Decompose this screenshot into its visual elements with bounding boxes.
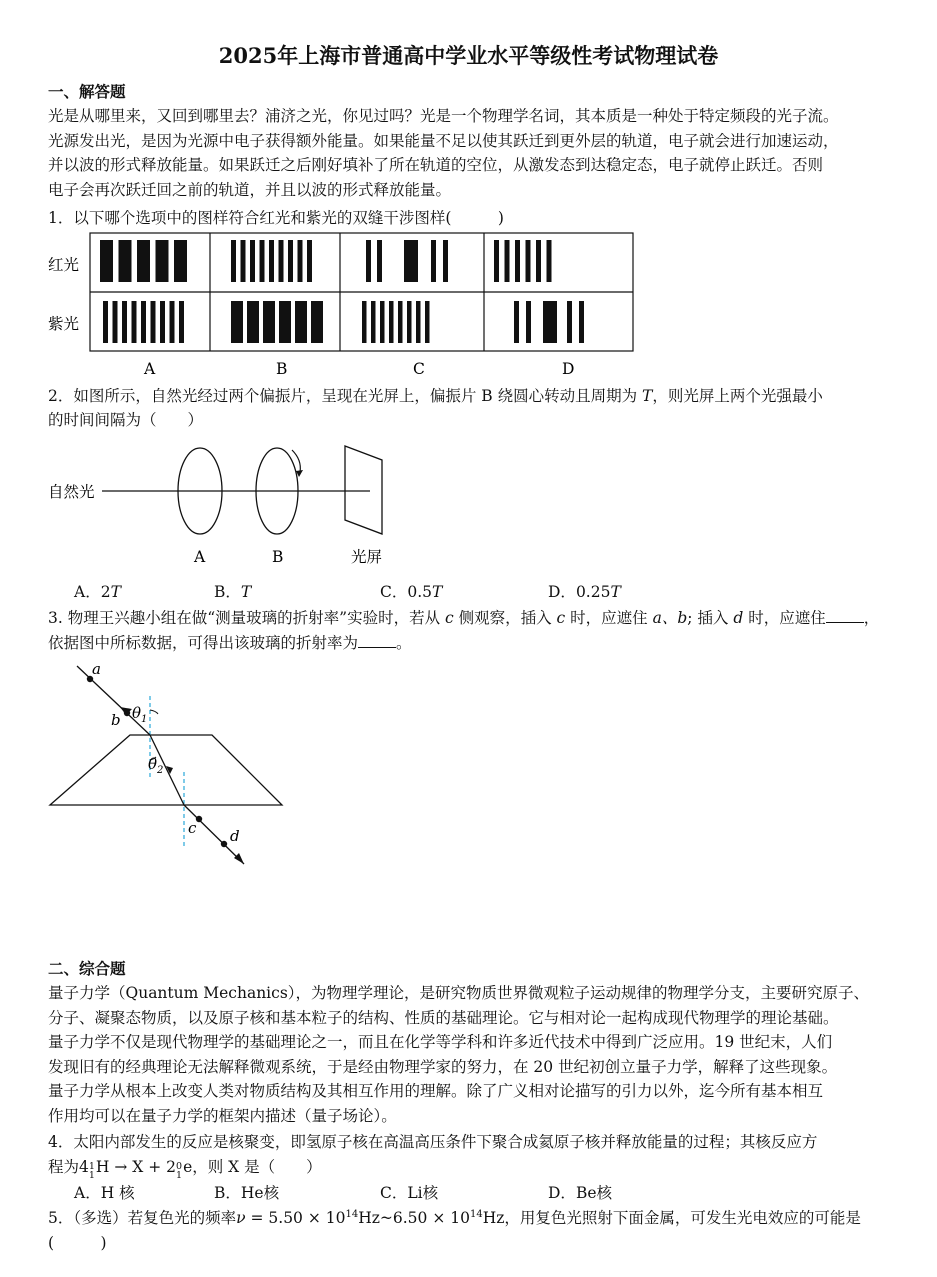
q2-polarizer-figure: [40, 438, 420, 570]
q3-glass-refraction-figure: [40, 658, 300, 873]
q5-text-line1: 5．（多选）若复色光的频率$\nu = 5.50 \times 10^{14}Hz\sim 6.50 \times 10^{14}Hz$，用复色光照射下面金属，可发生光电效应的可能是: [48, 1208, 861, 1227]
fringe-bar: [404, 240, 418, 282]
col-label-c: C: [413, 360, 425, 378]
fringe-bar: [269, 240, 274, 282]
fringe-bar: [122, 301, 127, 343]
svg-text:d: d: [230, 827, 240, 845]
fringe-bar: [543, 301, 557, 343]
svg-text:θ1: $\theta_1$: [132, 704, 148, 725]
page-title: 2025年上海市普通高中学业水平等级性考试物理试卷: [218, 43, 719, 68]
q4-text-line2: 程为41 1H → X + 20 1e，则 X 是（ ）: [48, 1158, 322, 1181]
fringe-bar: [567, 301, 572, 343]
fringe-bar: [298, 240, 303, 282]
pin-d: [221, 841, 227, 847]
fringe-bar: [371, 301, 376, 343]
section1-intro: [48, 104, 890, 202]
label-a: A: [194, 548, 206, 566]
fringe-bar: [547, 240, 552, 282]
fringe-bar: [526, 301, 531, 343]
fringe-bar: [250, 240, 255, 282]
answer-blank-1[interactable]: [826, 608, 864, 623]
fringe-bar: [260, 240, 265, 282]
section2-intro: [48, 981, 890, 1128]
fringe-bar: [526, 240, 531, 282]
fringe-bar: [425, 301, 430, 343]
q2-option-a[interactable]: A．2T: [74, 583, 121, 601]
fringe-bar: [579, 301, 584, 343]
pin-c: [196, 816, 202, 822]
fringe-bar: [132, 301, 137, 343]
intro-line: 量子力学（Quantum Mechanics），为物理学理论，是研究物质世界微观粒子运动规律的物理学分支，主要研究原子、: [48, 984, 870, 1002]
fringe-bar: [174, 240, 187, 282]
fringe-bar: [247, 301, 259, 343]
q2-option-c[interactable]: C．0.5T: [380, 583, 443, 601]
col-label-d: D: [562, 360, 575, 378]
fringe-bar: [231, 240, 236, 282]
q4-option-b[interactable]: B．He核: [214, 1184, 280, 1202]
row-label-violet: 紫光: [48, 315, 80, 333]
q2-text-line2: 的时间间隔为（ ）: [48, 411, 204, 429]
svg-text:a: a: [92, 660, 101, 678]
fringe-bar: [431, 240, 436, 282]
fringe-bar: [241, 240, 246, 282]
fringe-bar: [279, 240, 284, 282]
fringe-bar: [141, 301, 146, 343]
svg-text:b: b: [111, 711, 121, 729]
rotation-arrow-icon: [292, 450, 300, 472]
section2-heading: 二、综合题: [48, 959, 126, 978]
pin-b: [124, 710, 130, 716]
fringe-bar: [160, 301, 165, 343]
natural-light-label: 自然光: [48, 483, 95, 501]
fringe-bar: [515, 240, 520, 282]
fringe-bar: [307, 240, 312, 282]
fringe-bar: [151, 301, 156, 343]
fringe-bar: [263, 301, 275, 343]
intro-line: 发现旧有的经典理论无法解释微观系统，于是经由物理学家的努力，在 20 世纪初创立量子力学，解释了这些现象。: [48, 1057, 838, 1076]
q2-option-d[interactable]: D．0.25T: [548, 583, 621, 601]
fringe-bar: [362, 301, 367, 343]
glass-block: [50, 735, 282, 805]
fringe-bar: [389, 301, 394, 343]
fringe-bar: [137, 240, 150, 282]
fringe-bar: [416, 301, 421, 343]
q5-text-line2: ( ): [48, 1234, 107, 1252]
fringe-bar: [398, 301, 403, 343]
fringe-bar: [514, 301, 519, 343]
label-screen: 光屏: [351, 548, 383, 566]
intro-line: 光是从哪里来，又回到哪里去？浦济之光，你见过吗？光是一个物理学名词，其本质是一种处于特定频段的光子流。: [48, 107, 839, 125]
fringe-bar: [170, 301, 175, 343]
light-screen: [345, 446, 382, 534]
fringe-bar: [113, 301, 118, 343]
fringe-bar: [494, 240, 499, 282]
fringe-bar: [505, 240, 510, 282]
fringe-bar: [103, 301, 108, 343]
intro-line: 作用均可以在量子力学的框架内描述（量子场论）。: [48, 1106, 397, 1125]
intro-line: 并以波的形式释放能量。如果跃迁之后刚好填补了所在轨道的空位，从激发态到达稳定态，电子就停止跃迁。否则: [48, 156, 824, 174]
svg-text:θ2: $\theta_2$: [148, 755, 164, 776]
q4-option-a[interactable]: A．H 核: [74, 1184, 135, 1202]
fringe-bar: [156, 240, 169, 282]
intro-line: 量子力学从根本上改变人类对物质结构及其相互作用的理解。除了广义相对论描写的引力以外，迄今所有基本相互: [48, 1082, 824, 1100]
fringe-bar: [295, 301, 307, 343]
fringe-bar: [279, 301, 291, 343]
intro-line: 分子、凝聚态物质，以及原子核和基本粒子的结构、性质的基础理论。它与相对论一起构成现代物理学的理论基础。: [48, 1008, 839, 1027]
q3-text-line2: 依据图中所标数据，可得出该玻璃的折射率为 。: [48, 634, 412, 652]
section1-heading: 一、解答题: [48, 82, 126, 101]
fringe-bar: [288, 240, 293, 282]
col-label-a: A: [144, 360, 156, 378]
q2-option-b[interactable]: B．T: [214, 583, 252, 601]
fringe-bar: [407, 301, 412, 343]
svg-text:c: c: [188, 819, 197, 837]
q1-text: 1．以下哪个选项中的图样符合红光和紫光的双缝干涉图样( ): [48, 209, 504, 227]
fringe-bar: [231, 301, 243, 343]
q2-text-line1: 2．如图所示，自然光经过两个偏振片，呈现在光屏上，偏振片 B 绕圆心转动且周期为 T，则光屏上两个光强最小: [48, 387, 823, 405]
q4-option-c[interactable]: C．Li核: [380, 1184, 439, 1202]
intro-line: 电子会再次跃迁回之前的轨道，并且以波的形式释放能量。: [48, 180, 452, 199]
col-label-b: B: [276, 360, 288, 378]
fringe-bar: [377, 240, 382, 282]
q1-pattern-figure: [40, 228, 650, 380]
fringe-bar: [119, 240, 132, 282]
fringe-bar: [311, 301, 323, 343]
fringe-bar: [443, 240, 448, 282]
row-label-red: 红光: [48, 256, 80, 274]
q3-text-line1: 3. 物理王兴趣小组在做“测量玻璃的折射率”实验时，若从 c 侧观察，插入 c 时，应遮住 a、b; 插入 d 时，应遮住 ，: [48, 609, 880, 627]
fringe-bar: [366, 240, 371, 282]
fringe-bar: [179, 301, 184, 343]
intro-line: 光源发出光，是因为光源中电子获得额外能量。如果能量不足以使其跃迁到更外层的轨道，电子就会进行加速运动，: [48, 131, 839, 150]
fringe-bar: [536, 240, 541, 282]
fringe-bar: [100, 240, 113, 282]
fringe-bar: [380, 301, 385, 343]
q4-text-line1: 4．太阳内部发生的反应是核聚变，即氢原子核在高温高压条件下聚合成氦原子核并释放能量的过程；其核反应方: [48, 1133, 818, 1151]
label-b: B: [272, 548, 284, 566]
answer-blank-2[interactable]: [358, 633, 396, 648]
q4-option-d[interactable]: D．Be核: [548, 1184, 613, 1202]
intro-line: 量子力学不仅是现代物理学的基础理论之一，而且在化学等学科和许多近代技术中得到广泛应用。19 世纪末，人们: [48, 1033, 833, 1051]
